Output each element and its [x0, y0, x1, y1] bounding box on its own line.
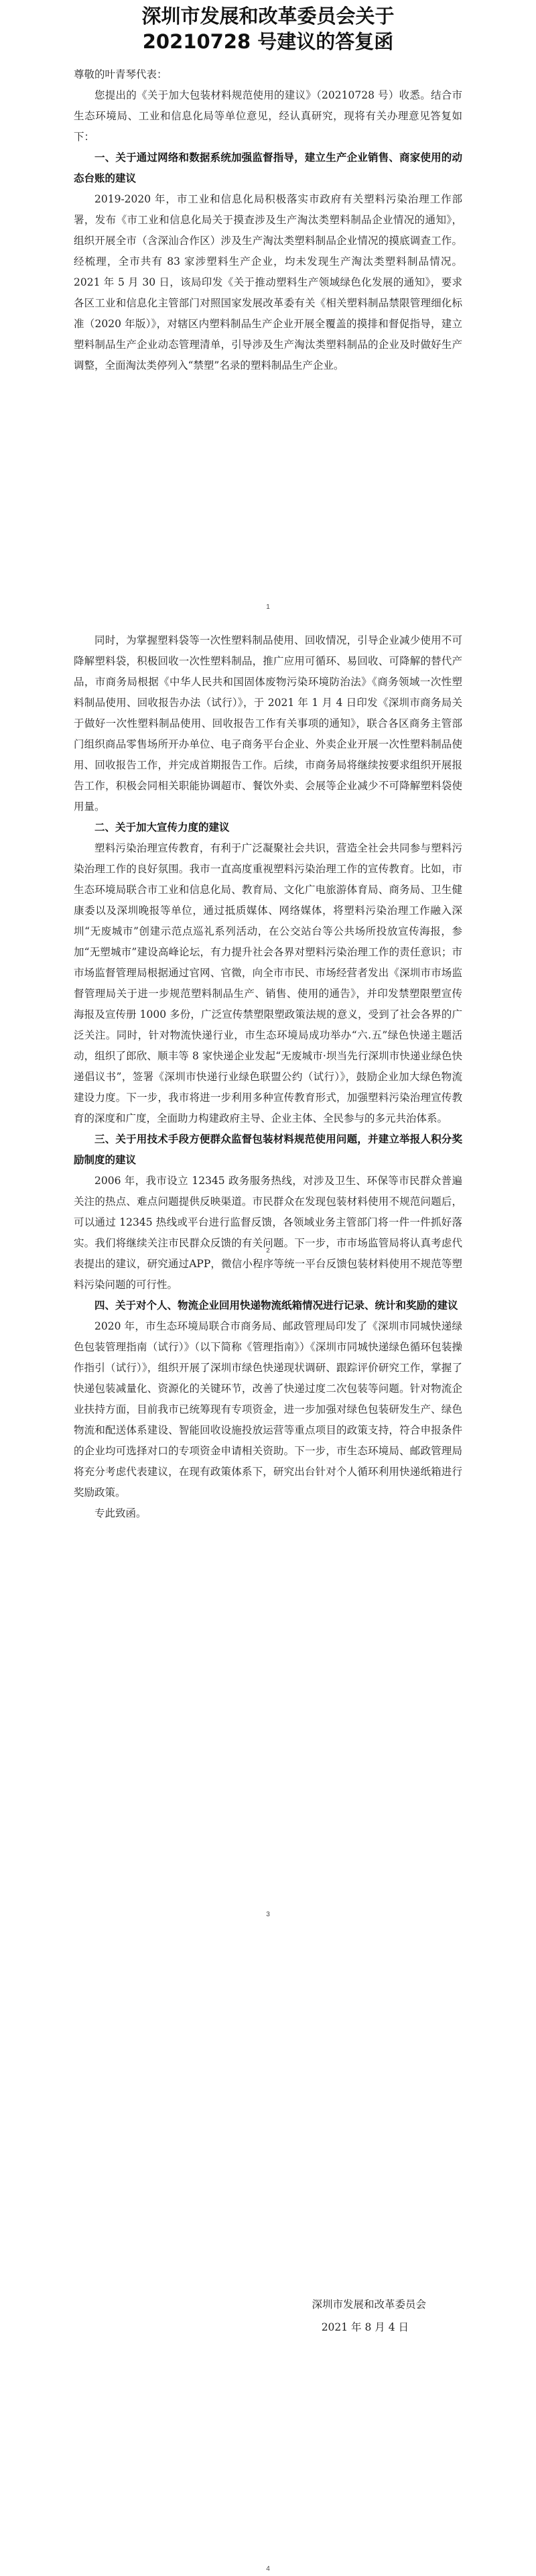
signature-org: 深圳市发展和改革委员会 — [312, 2298, 426, 2310]
section-3-heading: 三、关于用技术手段方便群众监督包装材料规范使用问题，并建立举报人积分奖励制度的建议 — [74, 1133, 462, 1166]
section-1-paragraph-2: 同时，为掌握塑料袋等一次性塑料制品使用、回收情况，引导企业减少使用不可降解塑料袋，积极回收一次性塑料制品，推广应用可循环、易回收、可降解的替代产品，市商务局根据《中华人民共和国固体废物污染环境防治法》《商务领域一次性塑料制品使用、回收报告办法（试行）》，于 2021 年 1 月 4 日印发《深圳市商务局关于做好一次性塑料制品使用、回收报告工作有关事项的通知》，联合各区商务主管部门组织商品零售场所开办单位、电子商务平台企业、外卖企业开展一次性塑料制品使用、回收报告工作，并完成首期报告工作。后续，市商务局将继续按要求组织开展报告工作，积极会同相关职能协调超市、餐饮外卖、会展等企业减少不可降解塑料袋使用量。 — [74, 634, 462, 813]
section-1-paragraph-1: 2019-2020 年，市工业和信息化局积极落实市政府有关塑料污染治理工作部署，发布《市工业和信息化局关于摸查涉及生产淘汰类塑料制品企业情况的通知》，组织开展全市（含深汕合作区）涉及生产淘汰类塑料制品企业情况的摸底调查工作。经梳理，全市共有 83 家涉塑料生产企业，均未发现生产淘汰类塑料制品情况。2021 年 5 月 30 日，该局印发《关于推动塑料生产领域绿色化发展的通知》，要求各区工业和信息化主管部门对照国家发展改革委有关《相关塑料制品禁限管理细化标准（2020 年版）》，对辖区内塑料制品生产企业开展全覆盖的摸排和督促指导，建立塑料制品生产企业动态管理清单，引导涉及生产淘汰类塑料制品的企业及时做好生产调整，全面淘汰类停列入“禁塑”名录的塑料制品生产企业。 — [74, 193, 462, 371]
section-4-heading: 四、关于对个人、物流企业回用快递物流纸箱情况进行记录、统计和奖励的建议 — [94, 1299, 458, 1311]
section-2-paragraph-1: 塑料污染治理宣传教育，有利于广泛凝聚社会共识，营造全社会共同参与塑料污染治理工作的良好氛围。我市一直高度重视塑料污染治理工作的宣传教育。比如，市生态环境局联合市工业和信息化局、教育局、文化广电旅游体育局、商务局、卫生健康委以及深圳晚报等单位，通过抵质媒体、网络媒体，将塑料污染治理工作融入深圳“无废城市”创建示范点巡礼系列活动，在公交站台等公共场所投放宣传海报，参加“无塑城市”建设高峰论坛，有力提升社会各界对塑料污染治理工作的责任意识；市市场监督管理局根据通过官网、官微，向全市市民、市场经营者发出《深圳市市场监督管理局关于进一步规范塑料制品生产、销售、使用的通告》，并印发禁塑限塑宣传海报及宣传册 1000 多份，广泛宣传禁塑限塑政策法规的意义，受到了社会各界的广泛关注。同时，针对物流快递行业，市生态环境局成功举办“六.五”绿色快递主题活动，组织了郎欣、顺丰等 8 家快递企业发起“无废城市·坝当先行深圳市快递业绿色快递倡议书”，签署《深圳市快递行业绿色联盟公约（试行）》，鼓励企业加大绿色物流建设力度。下一步，我市将进一步利用多种宣传教育形式，加强塑料污染治理宣传教育的深度和广度，全面助力构建政府主导、企业主体、全民参与的多元共治体系。 — [74, 842, 462, 1124]
closing-line: 专此致函。 — [94, 1507, 147, 1519]
page-1 — [74, 64, 462, 376]
page-number-2: 2 — [266, 1247, 270, 1254]
signature-block — [74, 2293, 462, 2339]
page-number-1: 1 — [266, 603, 270, 611]
salutation: 尊敬的叶青琴代表： — [74, 68, 168, 80]
document-title-line-2: 20210728 号建议的答复函 — [142, 30, 394, 53]
page-2 — [74, 630, 462, 1524]
document-title-line-1: 深圳市发展和改革委员会关于 — [141, 5, 395, 27]
page-number-4: 4 — [266, 2565, 270, 2573]
section-1-heading: 一、关于通过网络和数据系统加强监督指导，建立生产企业销售、商家使用的动态台账的建议 — [74, 152, 462, 184]
intro-paragraph: 您提出的《关于加大包装材料规范使用的建议》（20210728 号）收悉。结合市生态环境局、工业和信息化局等单位意见，经认真研究，现将有关办理意见答复如下： — [74, 89, 462, 143]
section-4-paragraph-1: 2020 年，市生态环境局联合市商务局、邮政管理局印发了《深圳市同城快递绿色包装管理指南（试行）》（以下简称《管理指南》）《深圳市同城快递绿色循环包装操作指引（试行）》，组织开展了深圳市绿色快递现状调研、跟踪评价研究工作，掌握了快递包装减量化、资源化的关键环节，改善了快递过度二次包装等问题。针对物流企业扶持方面，目前我市已统筹现有专项资金，进一步加强对绿色包装研发生产、绿色物流和配送体系建设、智能回收设施投放运营等重点项目的政策支持，符合申报条件的企业均可选择对口的专项资金申请相关资助。下一步，市生态环境局、邮政管理局将充分考虑代表建议，在现有政策体系下，研究出台针对个人循环利用快递纸箱进行奖励政策。 — [74, 1320, 462, 1499]
page-number-3: 3 — [266, 1911, 270, 1918]
section-3-paragraph-1: 2006 年，我市设立 12345 政务服务热线，对涉及卫生、环保等市民群众普遍关注的热点、难点问题提供反映渠道。市民群众在发现包装材料使用不规范问题后，可以通过 12345 热线或平台进行监督反馈，各领域业务主管部门将一件一件抓好落实。我们将继续关注市民群众反馈的有关问题。下一步，市市场监管局将认真考虑代表提出的建议，研究通过APP，微信小程序等统一平台反馈包装材料使用不规范等塑料污染问题的可行性。 — [74, 1175, 462, 1291]
section-2-heading: 二、关于加大宣传力度的建议 — [94, 821, 230, 833]
signature-date: 2021 年 8 月 4 日 — [321, 2321, 409, 2333]
